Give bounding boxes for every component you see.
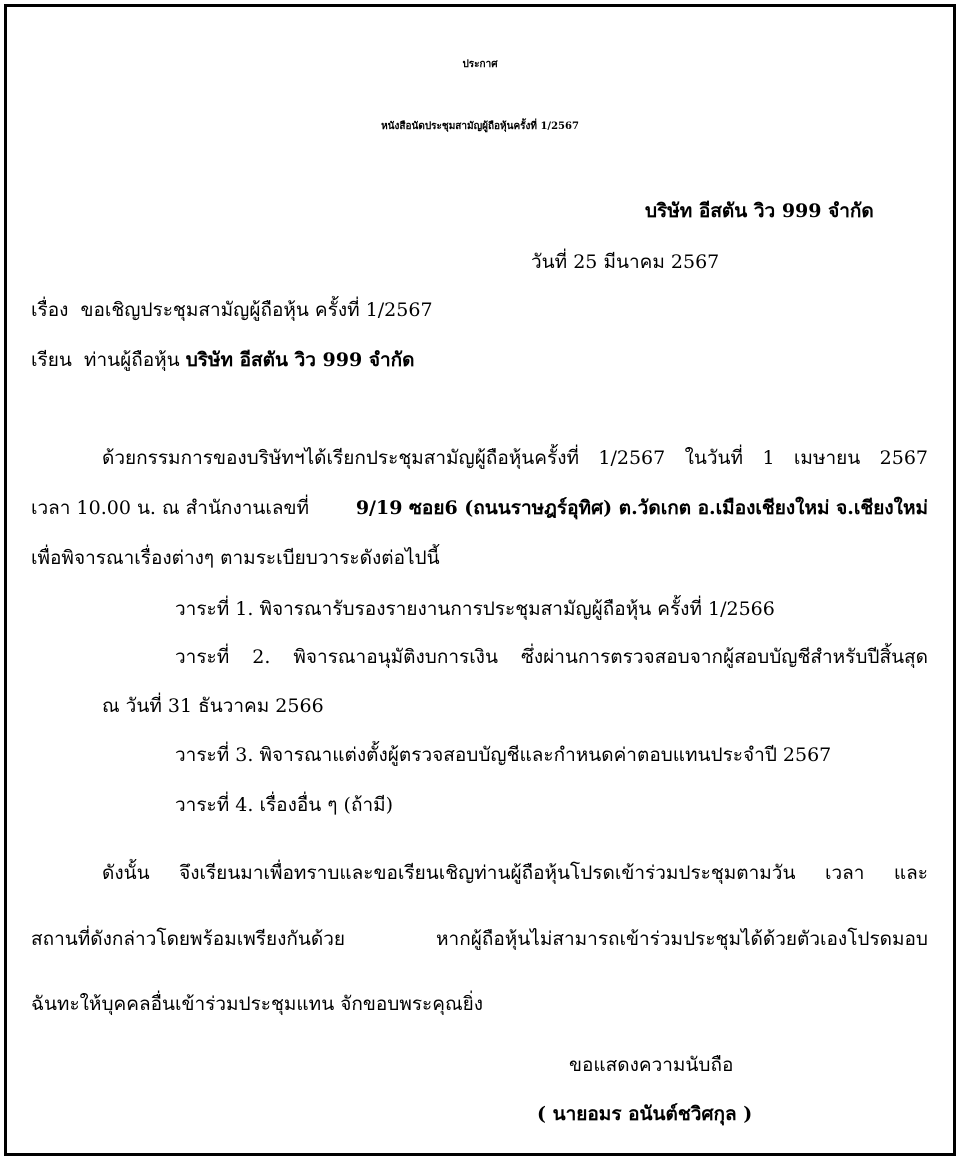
signature-regards: ขอแสดงความนับถือ bbox=[569, 1054, 734, 1076]
company-name: บริษัท อีสตัน วิว 999 จำกัด bbox=[645, 200, 874, 222]
agenda-item: วาระที่ 3. พิจารณาแต่งตั้งผู้ตรวจสอบบัญชีและกำหนดค่าตอบแทนประจำปี 2567 bbox=[175, 744, 832, 766]
signature-name: ( นายอมร อนันต์ชวิศกุล ) bbox=[537, 1103, 753, 1125]
meeting-time-text: เวลา 10.00 น. ณ สำนักงานเลขที่ bbox=[31, 497, 310, 519]
closing-line2: สถานที่ดังกล่าวโดยพร้อมเพรียงกันด้วย หากผู้ถือหุ้นไม่สามารถเข้าร่วมประชุมได้ด้วยตัวเองโปรดมอบ bbox=[31, 928, 928, 950]
announcement-title: ประกาศ bbox=[462, 59, 498, 70]
paragraph1-line2 bbox=[31, 495, 928, 521]
paragraph1-line3: เพื่อพิจารณาเรื่องต่างๆ ตามระเบียบวาระดังต่อไปนี้ bbox=[31, 547, 440, 569]
agenda-item: วาระที่ 2. พิจารณาอนุมัติงบการเงิน ซึ่งผ่านการตรวจสอบจากผู้สอบบัญชีสำหรับปีสิ้นสุด bbox=[175, 646, 928, 668]
recipient-company: บริษัท อีสตัน วิว 999 จำกัด bbox=[185, 349, 415, 371]
agenda-item-continuation: ณ วันที่ 31 ธันวาคม 2566 bbox=[102, 695, 324, 717]
document-page bbox=[4, 4, 956, 1156]
document-date: วันที่ 25 มีนาคม 2567 bbox=[531, 251, 720, 273]
subject-label: เรื่อง bbox=[31, 299, 69, 321]
agenda-item: วาระที่ 1. พิจารณารับรองรายงานการประชุมสามัญผู้ถือหุ้น ครั้งที่ 1/2566 bbox=[175, 598, 775, 620]
closing-line3: ฉันทะให้บุคคลอื่นเข้าร่วมประชุมแทน จักขอบพระคุณยิ่ง bbox=[31, 993, 484, 1015]
recipient-text: ท่านผู้ถือหุ้น bbox=[83, 349, 180, 371]
closing-line1: ดังนั้น จึงเรียนมาเพื่อทราบและขอเรียนเชิญท่านผู้ถือหุ้นโปรดเข้าร่วมประชุมตามวัน เวลา และ bbox=[102, 862, 928, 884]
subject-line bbox=[31, 297, 433, 323]
recipient-label: เรียน bbox=[31, 349, 72, 371]
meeting-address: 9/19 ซอย6 (ถนนราษฎร์อุทิศ) ต.วัดเกต อ.เมืองเชียงใหม่ จ.เชียงใหม่ bbox=[355, 497, 928, 519]
paragraph1-line1: ด้วยกรรมการของบริษัทฯได้เรียกประชุมสามัญผู้ถือหุ้นครั้งที่ 1/2567 ในวันที่ 1 เมษายน 2567 bbox=[102, 447, 928, 469]
recipient-line bbox=[31, 347, 414, 373]
subject-text: ขอเชิญประชุมสามัญผู้ถือหุ้น ครั้งที่ 1/2567 bbox=[80, 299, 433, 321]
agenda-item: วาระที่ 4. เรื่องอื่น ๆ (ถ้ามี) bbox=[175, 794, 394, 816]
document-subtitle: หนังสือนัดประชุมสามัญผู้ถือหุ้นครั้งที่ 1/2567 bbox=[381, 121, 579, 132]
